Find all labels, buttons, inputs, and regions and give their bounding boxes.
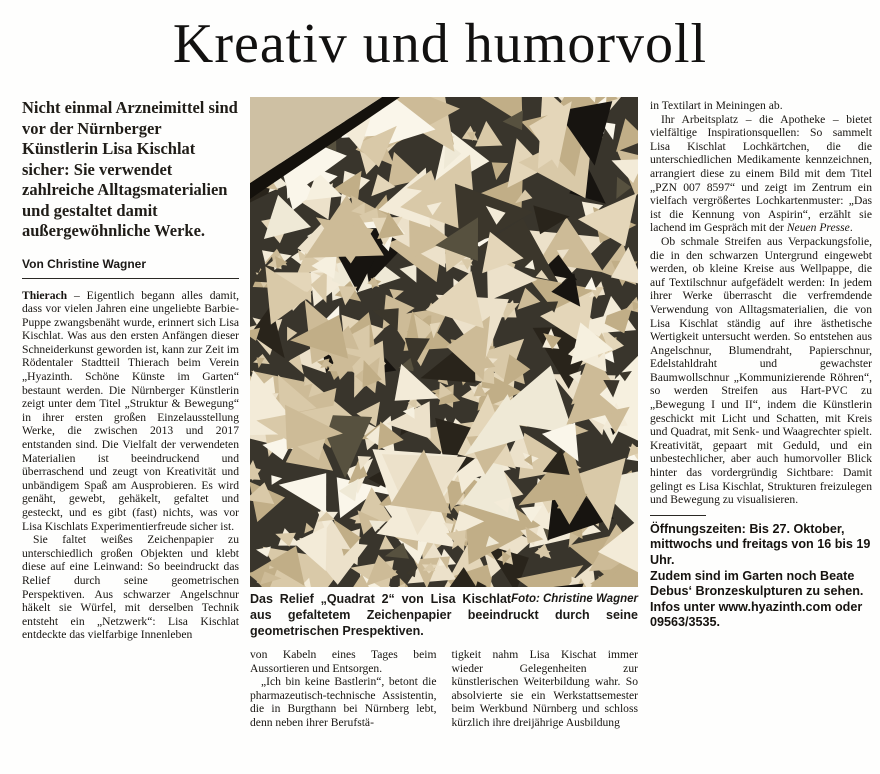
info-box (650, 522, 872, 631)
byline-rule (22, 278, 239, 279)
article-headline: Kreativ und humorvoll (172, 13, 708, 75)
paragraph-text: Eigentlich begann alles damit, dass vor vielen Jahren eine ungeliebte Barbie-Puppe zwangsbenäht wurde, erinnert sich Lisa Kischlat. Was aus den ersten Anfängen dieser Schneiderkunst geworden ist, kann zur Zeit im Rödentaler Stadtteil Thierach beim Verein „Hyazinth. Schöne Künste im Garten“ bestaunt werden. Die Nürnberger Künstlerin zeigt unter dem Titel „Struktur & Bewegung“ in ihrer ersten großen Einzelausstellung Werke, die zwischen 2013 und 2017 entstanden sind. Die Vielfalt der verwendeten Materialien ist beeindruckend und überraschend und zeugt von Kreativität und unbändigem Spaß am Ausprobieren. Es wird genäht, gewebt, gehäkelt, gefaltet und gesteckt, und es gibt (fast) nichts, was vor Lisa Kischlats Experimentierfreude sicher ist. (22, 288, 240, 533)
paragraph-text: Ihr Arbeitsplatz – die Apotheke – bietet vielfältige Inspirationsquellen: So sammelt Lisa Kischlat Lochkärtchen, die die unterschiedlichen Medikamente kennzeichnen, arrangiert diese zu einem Bild mit dem Titel „PZN 007 8597“ und zeigt im Zentrum ein vielfach vergrößertes Lochkartenmuster: „Das ist die Kennung von Aspirin“, erzählt sie lachend im Gespräch mit der (650, 112, 872, 235)
middle-text-columns (250, 648, 638, 730)
garden-note: Zudem sind im Garten noch Beate Debus‘ Bronzeskulpturen zu sehen. (650, 568, 864, 599)
photo-credit: Foto: Christine Wagner (511, 593, 638, 605)
paragraph: „Ich bin keine Bastlerin“, betont die pharmazeutisch-technische Assistentin, die in Burgthann bei Nürnberg lebt, denn neben ihrer Berufstä- (250, 675, 437, 729)
article-byline: Von Christine Wagner (22, 256, 147, 271)
paragraph: tigkeit nahm Lisa Kischat immer wieder Gelegenheiten zur künstlerischen Weiterbildung wahr. So absolvierte sie ein Werkstattsemester beim Werkbund Nürnberg und schloss kürzlich ihre dreijährige Ausbildung (451, 648, 638, 729)
artwork-photo-svg (250, 97, 638, 587)
paragraph (650, 113, 872, 235)
right-column (650, 99, 872, 631)
middle-subcolumn-left (250, 648, 437, 730)
dateline-separator: – (67, 288, 87, 302)
article-intro: Nicht einmal Arzneimittel sind vor der Nürnberger Künstlerin Lisa Kischlat sicher: Sie verwendet zahlreiche Alltagsmaterialien und gestaltet damit außergewöhnliche Werke. (22, 98, 238, 240)
opening-hours: Öffnungszeiten: Bis 27. Oktober, mittwochs und freitags von 16 bis 19 Uhr. (650, 521, 871, 567)
paragraph: in Textilart in Meiningen ab. (650, 99, 783, 112)
middle-subcolumn-right (452, 648, 639, 730)
photo-caption (250, 591, 638, 639)
paragraph (22, 289, 239, 534)
photo-caption-text: Das Relief „Quadrat 2“ von Lisa Kischlat aus gefaltetem Zeichenpapier beeindruckt durch seine geometrischen Prespektiven. (250, 592, 638, 638)
contact-info: Infos unter www.hyazinth.com oder 09563/3535. (650, 599, 863, 630)
paragraph: von Kabeln eines Tages beim Aussortieren und Entsorgen. (250, 648, 437, 675)
paragraph: Ob schmale Streifen aus Verpackungsfolie, die in den schwarzen Untergrund eingewebt werden, ob kleine Kreise aus Wellpappe, die auf Textilschnur aufgefädelt werden: In jedem ihrer Werke überrascht die verfremdende Verwendung von Alltagsmaterialien, die von Lisa Kischlat ständig auf ihre ästhetische Wertigkeit untersucht werden. So entstehen aus Angelschnur, Blumendraht, Papierschnur, Edelstahldraht und gewachster Baumwollschnur „Kommunizierende Röhren“, so werden Streifen aus Hart-PVC zu „Bewegung I und II“, indem die Künstlerin geschickt mit Licht und Schatten, mit Kreis und Quadrat, mit Senk- und Waagrechter spielt. Kreativität, gepaart mit Geduld, und ein unbestechlicher, aber auch humorvoller Blick hinter das vordergründig Sichtbare: Damit gelingt es Lisa Kischlat, Strukturen freizulegen und Bewegung zu visualisieren. (650, 234, 872, 507)
paragraph: Sie faltet weißes Zeichenpapier zu unterschiedlich großen Objekten und klebt diese auf eine Leinwand: So beeindruckt das Relief durch seine geometrischen Perspektiven. Aus schwarzer Angelschnur häkelt sie Würfel, mit derselben Technik entsteht ein „Netzwerk“: Lisa Kischlat entdeckte das vielfarbige Innenleben (22, 533, 239, 642)
paragraph-text: . (849, 221, 853, 235)
left-column (22, 98, 239, 642)
left-column-body (22, 289, 239, 642)
right-column-body (650, 99, 872, 507)
info-box-rule (650, 515, 706, 516)
dateline: Thierach (22, 288, 68, 302)
relief-quadrat-2-photo (250, 97, 638, 587)
newspaper-name: Neuen Presse (786, 221, 850, 235)
